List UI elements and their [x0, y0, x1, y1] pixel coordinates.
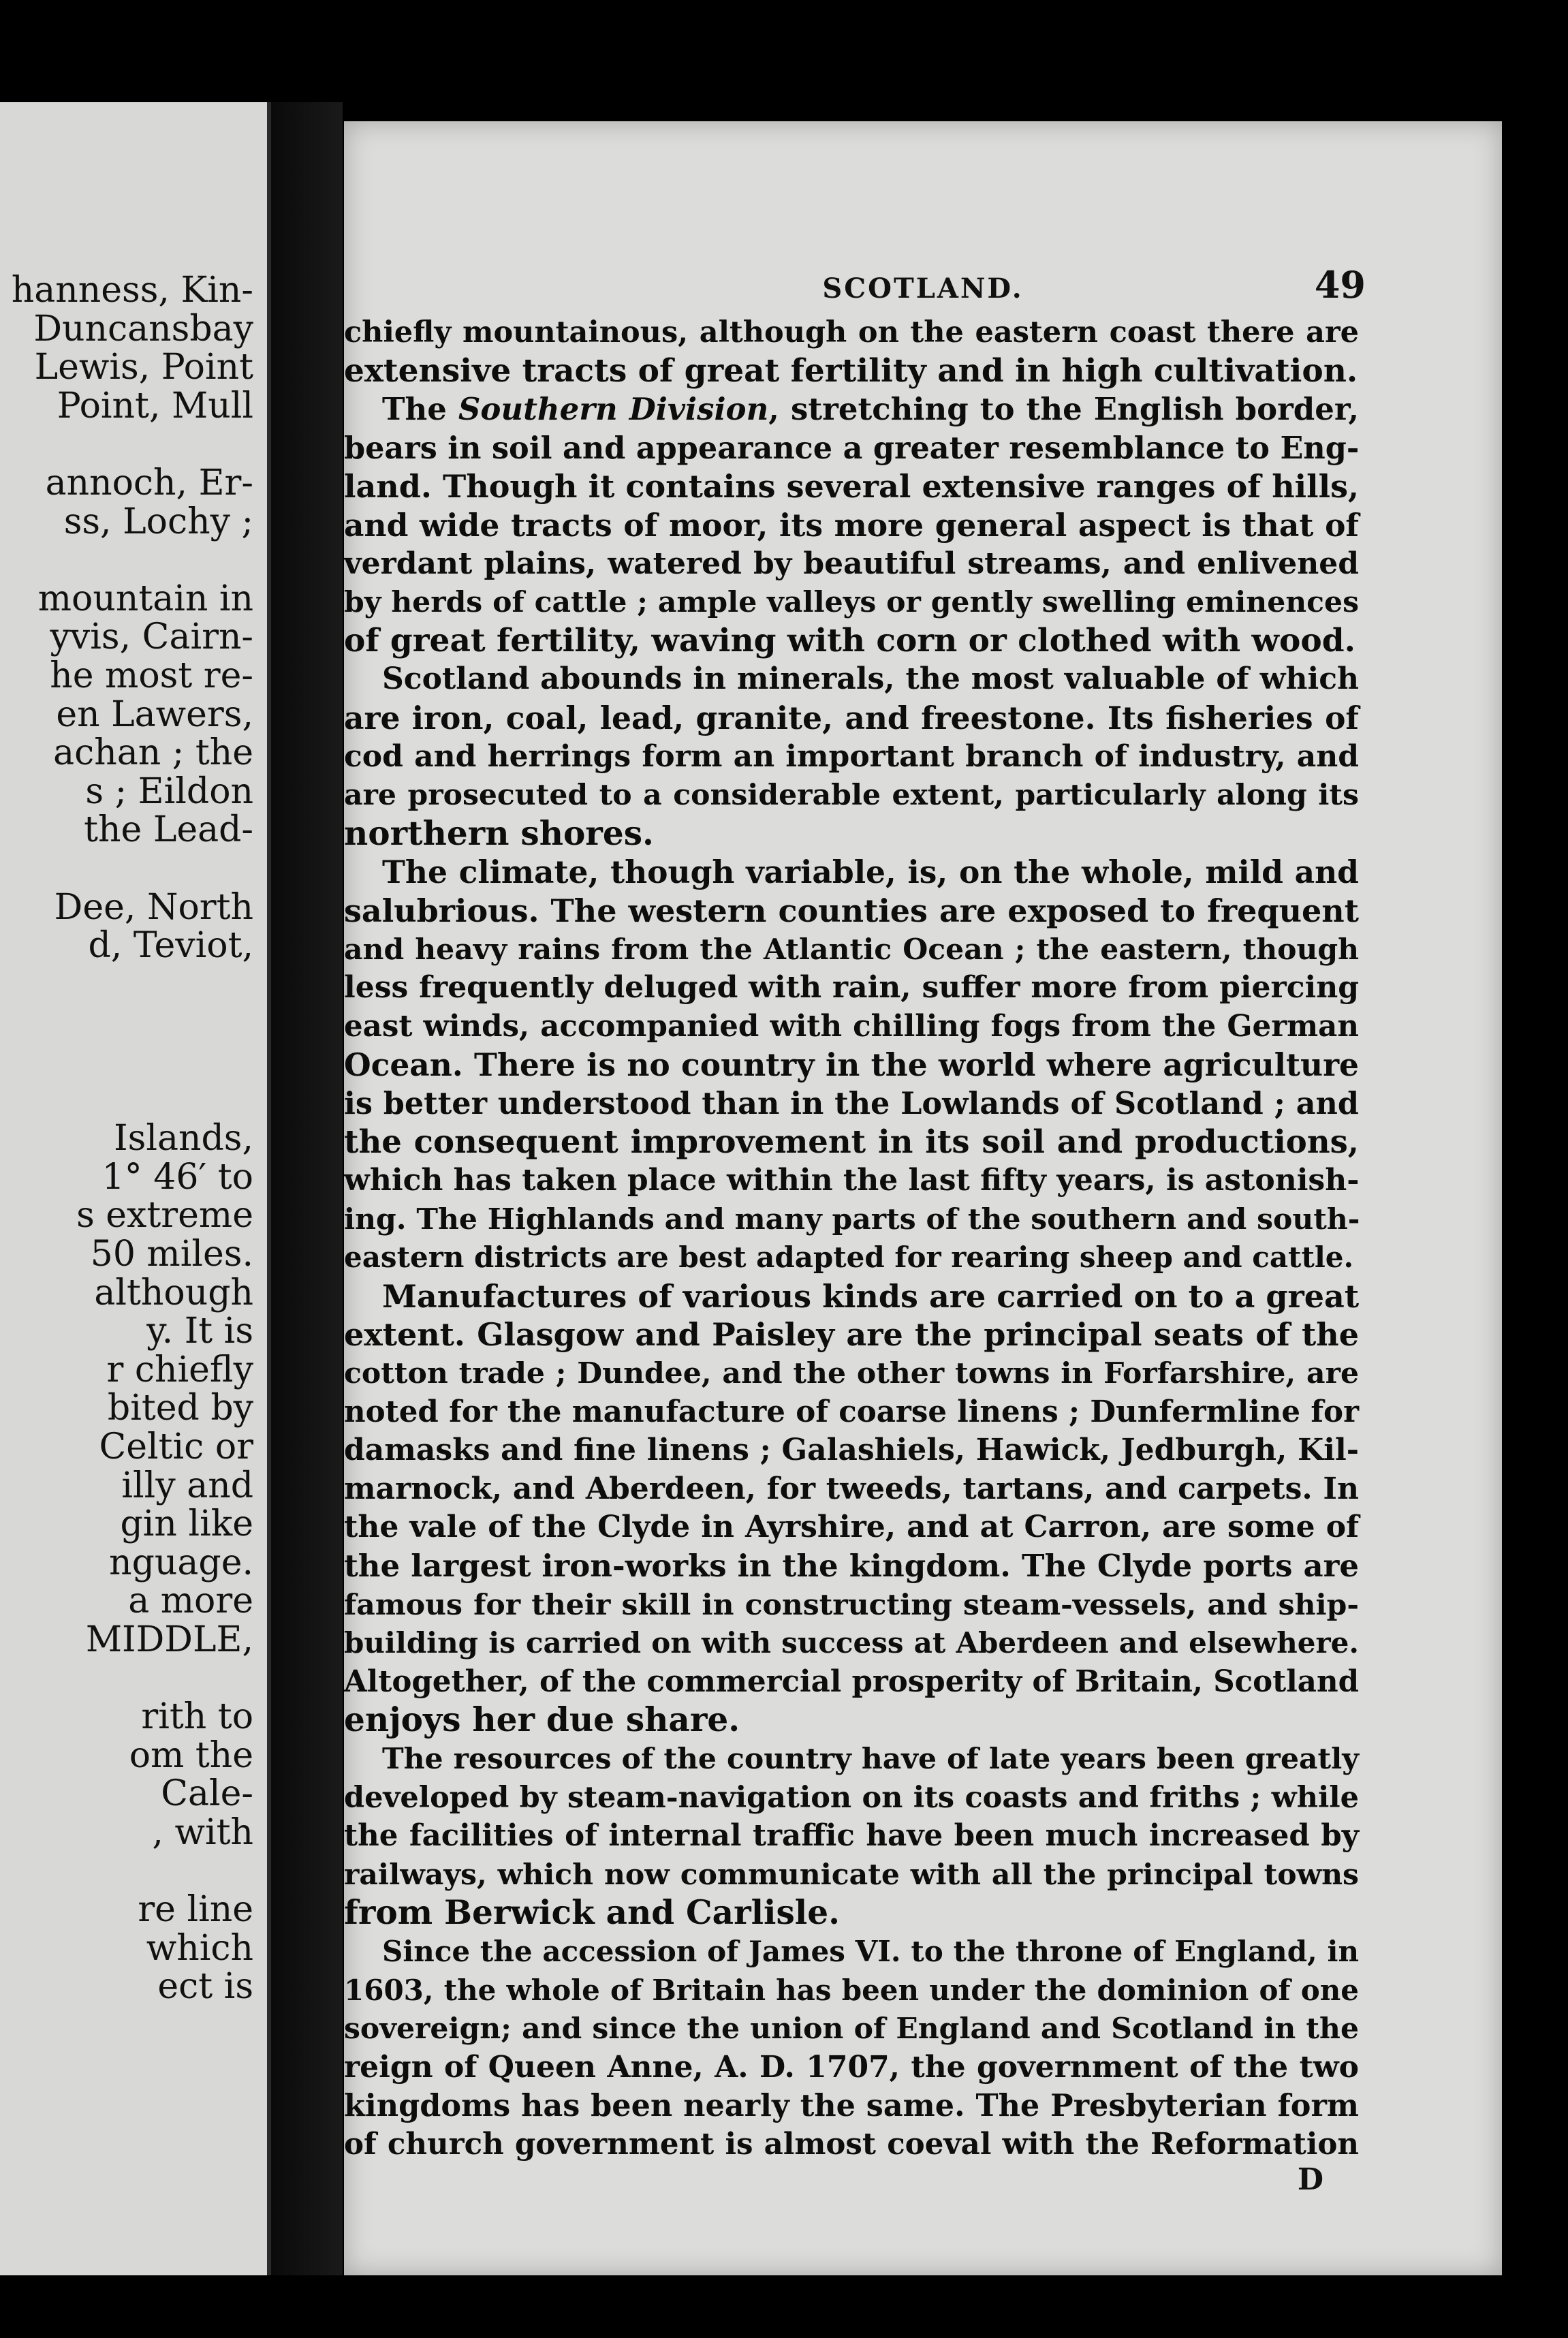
previous-page-line: , with [152, 1812, 253, 1853]
previous-page-line: MIDDLE, [85, 1619, 253, 1660]
page-header [344, 263, 1502, 311]
previous-page-line: nguage. [109, 1542, 253, 1583]
text-run: , stretching to the English border, [768, 391, 1359, 428]
text-line: the largest iron-works in the kingdom. The Clyde ports are [344, 1548, 1359, 1584]
text-line: by herds of cattle ; ample valleys or gently swelling eminences [344, 585, 1359, 620]
text-line: less frequently deluged with rain, suffer more from piercing [344, 970, 1359, 1006]
previous-page-line: d, Teviot, [88, 925, 253, 967]
text-line: kingdoms has been nearly the same. The Presbyterian form [344, 2088, 1359, 2124]
text-line: of great fertility, waving with corn or clothed with wood. [344, 621, 1355, 659]
page-number: 49 [1314, 263, 1366, 307]
previous-page-line: Dee, North [54, 886, 253, 928]
previous-page-line: 50 miles. [90, 1234, 253, 1275]
text-line: are iron, coal, lead, granite, and freestone. Its fisheries of [344, 699, 1359, 736]
previous-page-line: r chiefly [106, 1349, 253, 1390]
text-line: The climate, though variable, is, on the whole, mild and [382, 854, 1359, 891]
previous-page-line: y. It is [146, 1311, 253, 1352]
book-gutter [271, 102, 343, 2275]
text-line: cod and herrings form an important branch of industry, and [344, 738, 1359, 774]
text-line: northern shores. [344, 813, 654, 853]
text-line: railways, which now communicate with all the principal towns [344, 1857, 1359, 1892]
previous-page-line: gin like [120, 1503, 253, 1545]
text-line: extent. Glasgow and Paisley are the principal seats of the [344, 1316, 1359, 1354]
text-line: salubrious. The western counties are exposed to frequent [344, 892, 1359, 929]
previous-page-line: Point, Mull [57, 385, 253, 426]
previous-page-line: the Lead- [84, 809, 253, 851]
text-line [344, 390, 1359, 429]
text-line: is better understood than in the Lowlands of Scotland ; and [344, 1085, 1359, 1121]
text-line: sovereign; and since the union of England and Scotland in the [344, 2012, 1359, 2046]
previous-page-line: bited by [107, 1388, 253, 1429]
previous-page-line: en Lawers, [56, 693, 253, 735]
text-line: reign of Queen Anne, A. D. 1707, the government of the two [344, 2049, 1359, 2085]
previous-page-line: re line [138, 1889, 253, 1931]
text-line: The resources of the country have of late years been greatly [382, 1741, 1359, 1776]
previous-page-line: 1° 46′ to [101, 1156, 253, 1198]
previous-page-line: s ; Eildon [85, 770, 253, 812]
text-line: ing. The Highlands and many parts of the southern and south- [344, 1202, 1360, 1236]
text-line: Scotland abounds in minerals, the most valuable of which [382, 661, 1359, 697]
previous-page-line: achan ; the [53, 732, 253, 774]
previous-page-line: Celtic or [99, 1427, 253, 1467]
text-line: from Berwick and Carlisle. [344, 1893, 840, 1933]
text-line: are prosecuted to a considerable extent, particularly along its [344, 778, 1359, 813]
text-line: chiefly mountainous, although on the eastern coast there are [344, 315, 1359, 349]
previous-page-line: a more [128, 1580, 253, 1622]
text-line: which has taken place within the last fifty years, is astonish- [344, 1163, 1360, 1198]
text-line: land. Though it contains several extensive ranges of hills, [344, 468, 1359, 505]
text-line: noted for the manufacture of coarse linens ; Dunfermline for [344, 1394, 1359, 1429]
previous-page-line: hanness, Kin- [11, 270, 253, 311]
previous-page-line: although [94, 1272, 253, 1313]
previous-page-line: Islands, [114, 1118, 253, 1159]
text-line: and heavy rains from the Atlantic Ocean ; the eastern, though [344, 932, 1359, 967]
text-line: marnock, and Aberdeen, for tweeds, tartans, and carpets. In [344, 1471, 1359, 1506]
previous-page-line: yvis, Cairn- [50, 617, 253, 658]
text-line: Manufactures of various kinds are carried on to a great [382, 1277, 1360, 1315]
text-line: damasks and fine linens ; Galashiels, Hawick, Jedburgh, Kil- [344, 1433, 1359, 1468]
text-line: the facilities of internal traffic have been much increased by [344, 1818, 1359, 1854]
previous-page-line: illy and [121, 1465, 253, 1506]
previous-page-line: mountain in [37, 578, 253, 619]
book-page [344, 121, 1502, 2275]
text-line: the consequent improvement in its soil and productions, [344, 1123, 1359, 1161]
text-line: of church government is almost coeval with the Reformation [344, 2126, 1359, 2162]
previous-page-line: ss, Lochy ; [63, 501, 253, 542]
previous-page-line: ect is [157, 1966, 253, 2008]
previous-page-line: om the [129, 1734, 253, 1776]
text-line: extensive tracts of great fertility and in high cultivation. [344, 352, 1358, 390]
previous-page-line: he most re- [50, 655, 253, 696]
previous-page-line: which [146, 1927, 253, 1969]
previous-page-line: annoch, Er- [45, 463, 253, 503]
text-line: Altogether, of the commercial prosperity of Britain, Scotland [344, 1664, 1359, 1699]
signature-mark: D [1297, 2162, 1323, 2197]
previous-page-line: Cale- [161, 1773, 253, 1815]
previous-page-line: rith to [141, 1696, 253, 1738]
previous-page-line: Duncansbay [33, 308, 253, 349]
text-line: cotton trade ; Dundee, and the other towns in Forfarshire, are [344, 1356, 1359, 1391]
running-head: SCOTLAND. [822, 272, 1024, 305]
previous-page-line: s extreme [76, 1195, 253, 1236]
text-line: developed by steam-navigation on its coasts and friths ; while [344, 1780, 1359, 1815]
text-line: Since the accession of James VI. to the throne of England, in [382, 1934, 1359, 1968]
body-text [344, 313, 1359, 2164]
text-line: building is carried on with success at Aberdeen and elsewhere. [344, 1626, 1359, 1660]
text-line: bears in soil and appearance a greater resemblance to Eng- [344, 430, 1360, 466]
previous-page-line: Lewis, Point [34, 347, 253, 388]
text-line: famous for their skill in constructing steam-vessels, and ship- [344, 1587, 1359, 1622]
text-line: the vale of the Clyde in Ayrshire, and at Carron, are some of [344, 1510, 1359, 1545]
previous-page-fragment [0, 102, 271, 2275]
text-line: eastern districts are best adapted for rearing sheep and cattle. [344, 1241, 1354, 1275]
text-line: verdant plains, watered by beautiful streams, and enlivened [344, 546, 1359, 581]
text-line: enjoys her due share. [344, 1700, 740, 1740]
text-line: Ocean. There is no country in the world where agriculture [344, 1046, 1359, 1084]
text-line: east winds, accompanied with chilling fogs from the German [344, 1008, 1359, 1044]
text-line: 1603, the whole of Britain has been under the dominion of one [344, 1973, 1359, 2007]
italic-term: Southern Division [458, 391, 769, 428]
text-run: The [382, 391, 458, 428]
text-line: and wide tracts of moor, its more general aspect is that of [344, 506, 1359, 544]
